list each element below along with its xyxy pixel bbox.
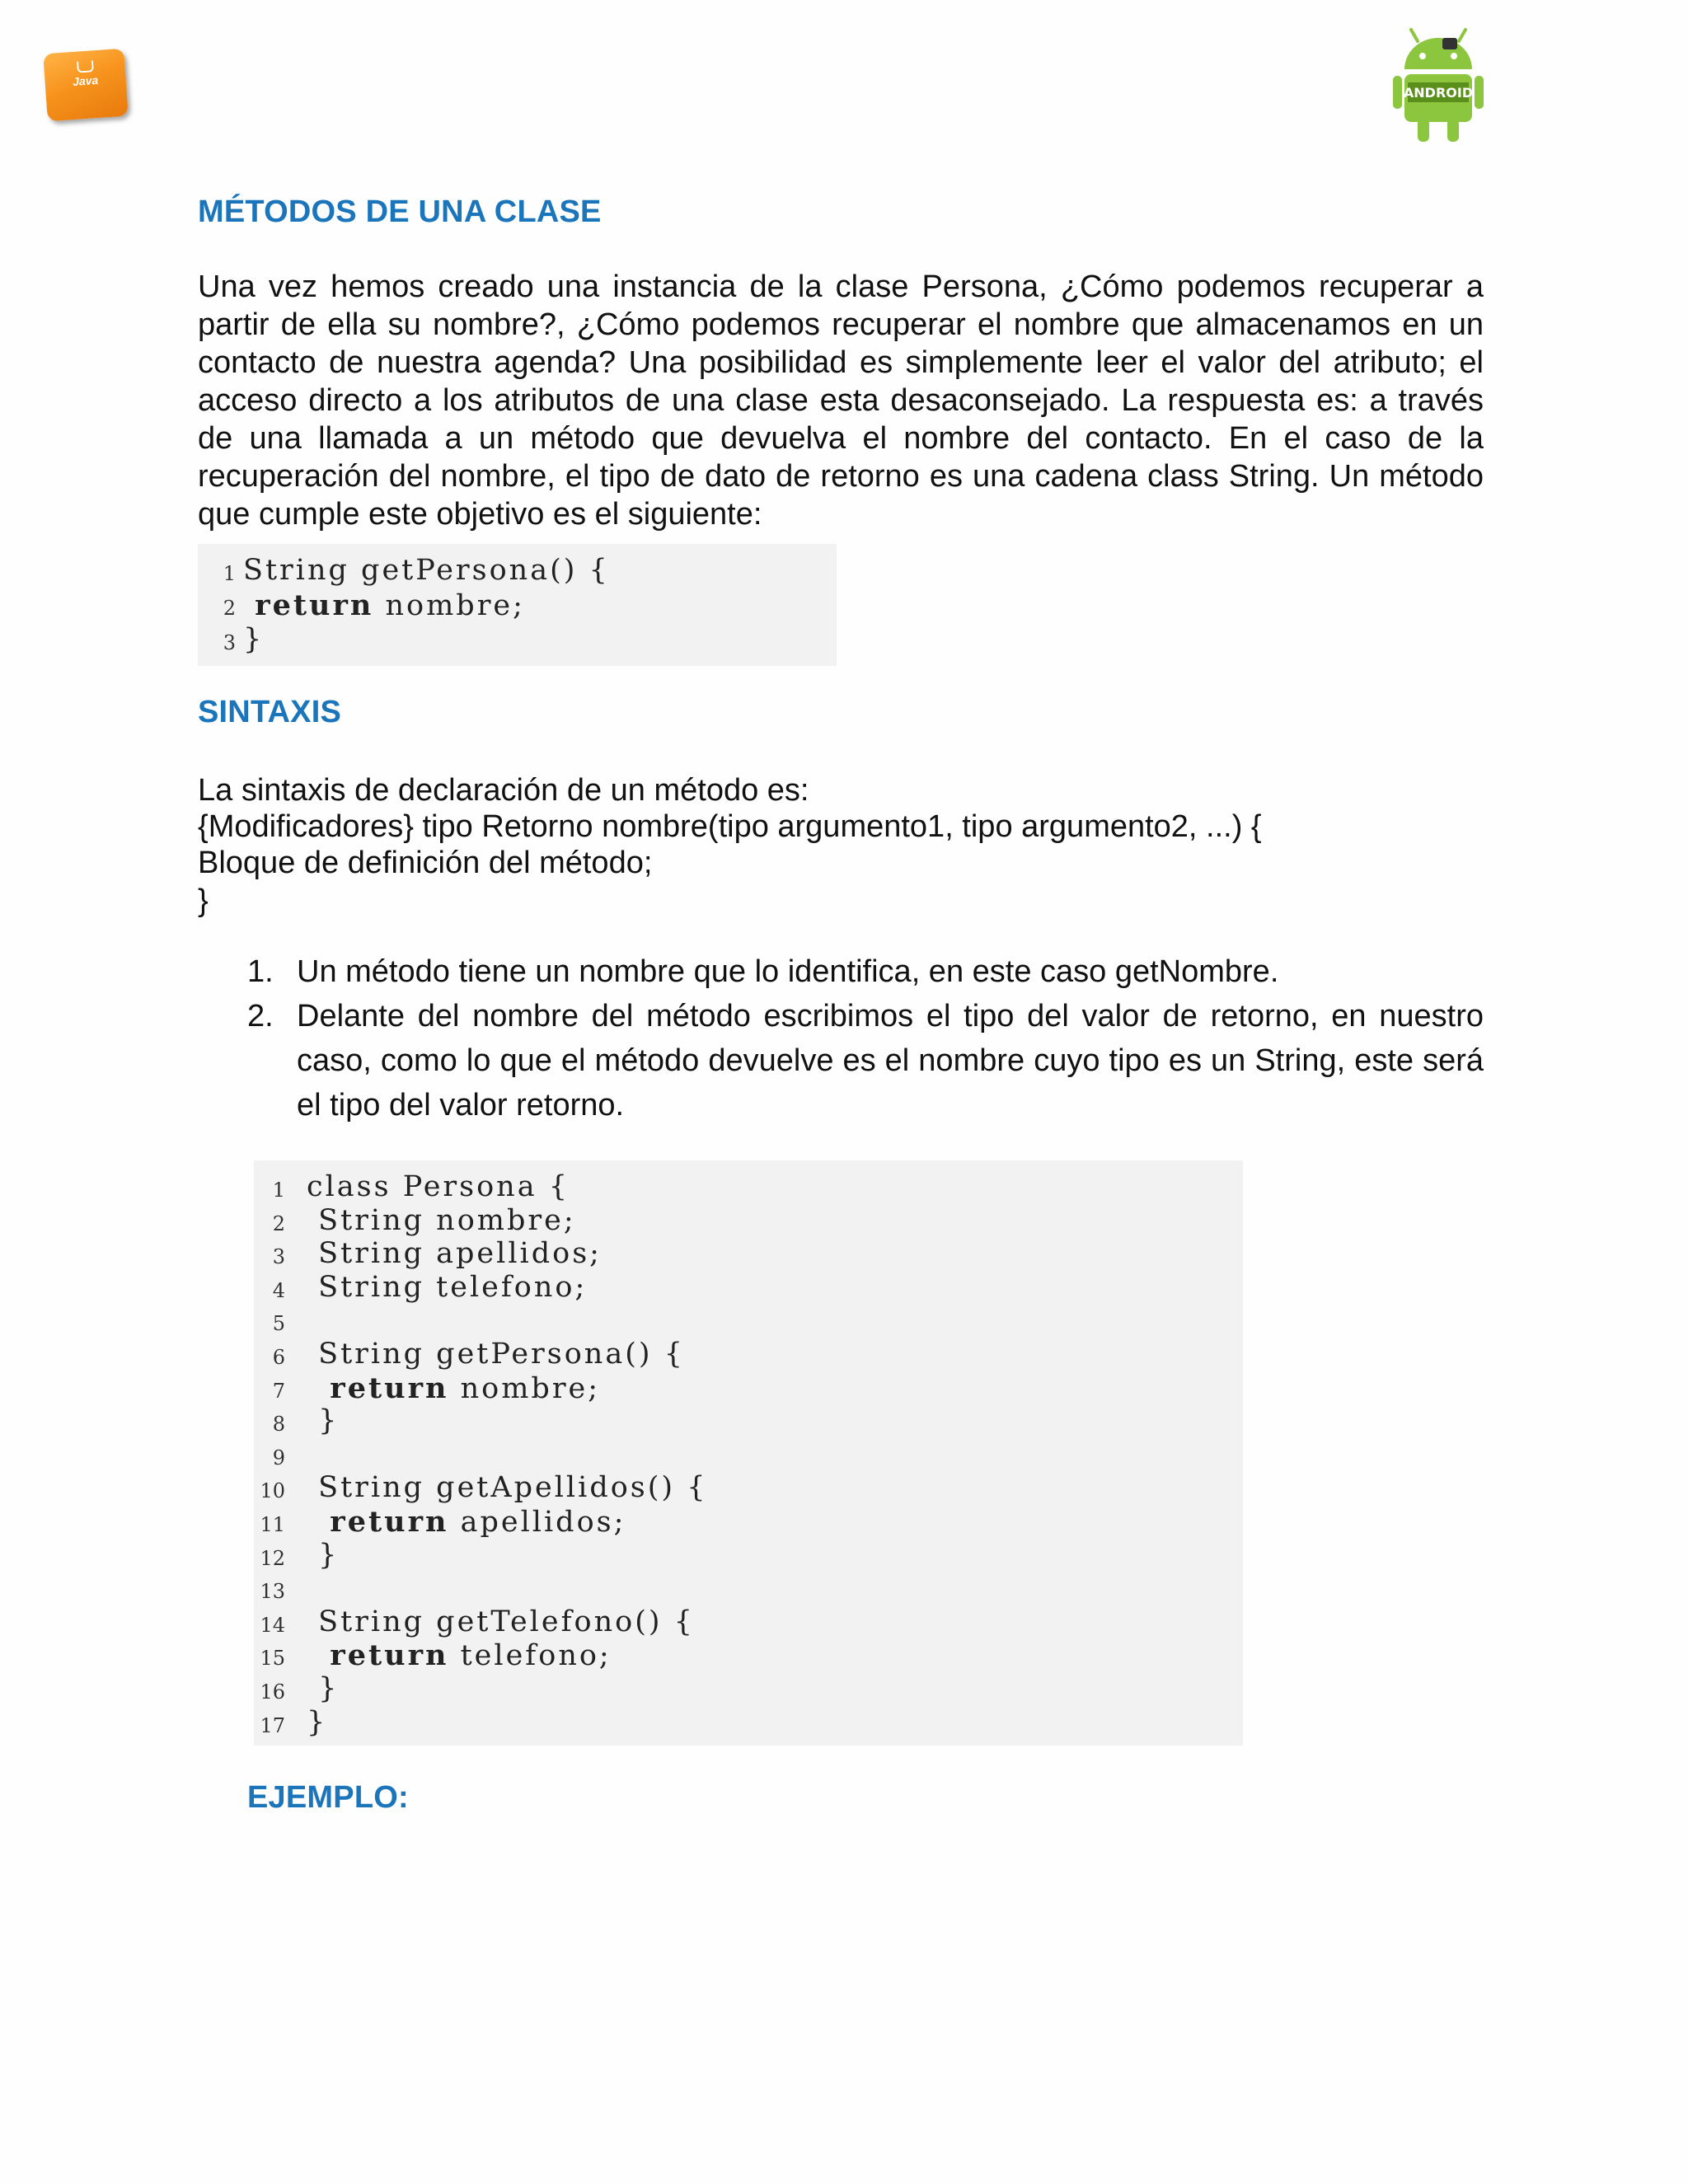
list-item [247, 949, 1484, 994]
line-number: 13 [260, 1580, 285, 1604]
code-text: } [307, 1705, 328, 1739]
code-line [254, 1170, 1243, 1204]
code-text: String getApellidos() { [307, 1471, 708, 1505]
list-item [247, 994, 1484, 1127]
java-logo-text: Java [72, 73, 99, 89]
code-line [254, 1605, 1243, 1639]
code-text: return telefono; [330, 1638, 612, 1673]
code-text: String getPersona() { [307, 1338, 685, 1371]
code-line [254, 1638, 1243, 1672]
code-block-getpersona [198, 544, 837, 666]
section-heading-metodos: MÉTODOS DE UNA CLASE [198, 194, 602, 229]
syntax-close-brace: } [198, 883, 209, 918]
line-number: 16 [260, 1680, 285, 1704]
code-line [254, 1505, 1243, 1539]
code-text: String telefono; [307, 1270, 588, 1304]
code-line [254, 1304, 1243, 1338]
code-text: } [243, 623, 265, 656]
line-number: 4 [272, 1278, 285, 1302]
list-item-text: Un método tiene un nombre que lo identifica, en este caso getNombre. [297, 954, 1279, 989]
code-line [254, 1237, 1243, 1271]
code-text: String getTelefono() { [307, 1605, 695, 1638]
list-item-number: 2. [247, 999, 274, 1033]
code-line [254, 1404, 1243, 1438]
line-number: 1 [272, 1179, 285, 1202]
syntax-signature-line: {Modificadores} tipo Retorno nombre(tipo argumento1, tipo argumento2, ...) { [198, 809, 1262, 844]
code-text: } [307, 1538, 340, 1572]
list-item-number: 1. [247, 954, 274, 989]
code-text: String apellidos; [307, 1237, 602, 1271]
code-line [254, 1371, 1243, 1405]
code-line [254, 1204, 1243, 1238]
intro-paragraph: Una vez hemos creado una instancia de la clase Persona, ¿Cómo podemos recuperar a partir de ella su nombre?, ¿Cómo podemos recuperar el nombre que almacenamos en un contacto de nuestra agenda? Una posibilidad es simplemente leer el valor del atributo; el acceso directo a los atributos de una clase esta desaconsejado. La respuesta es: a través de una llamada a un método que devuelva el nombre del contacto. En el caso de la recuperación del nombre, el tipo de dato de retorno es una cadena class String. Un método que cumple este objetivo es el siguiente: [198, 269, 1484, 532]
line-number: 17 [260, 1713, 285, 1737]
line-number: 7 [272, 1379, 285, 1403]
code-text: return apellidos; [330, 1505, 626, 1539]
line-number: 5 [272, 1312, 285, 1336]
line-number: 10 [260, 1479, 285, 1503]
code-text: } [307, 1404, 340, 1438]
syntax-body-line: Bloque de definición del método; [198, 846, 653, 880]
code-line [198, 554, 837, 588]
code-line [254, 1438, 1243, 1472]
section-heading-ejemplo: EJEMPLO: [247, 1780, 409, 1815]
syntax-notes-list [247, 949, 1484, 1127]
line-number: 12 [260, 1546, 285, 1570]
line-number: 1 [223, 562, 236, 585]
code-line [254, 1706, 1243, 1740]
line-number: 9 [272, 1446, 285, 1469]
coffee-cup-icon [77, 60, 94, 73]
code-text: return nombre; [255, 588, 525, 622]
line-number: 15 [260, 1647, 285, 1671]
line-number: 2 [223, 597, 236, 620]
line-number: 8 [272, 1413, 285, 1436]
code-text: class Persona { [307, 1170, 570, 1203]
code-line [254, 1672, 1243, 1706]
line-number: 3 [272, 1245, 285, 1269]
line-number: 11 [260, 1513, 285, 1536]
code-text: } [307, 1672, 340, 1705]
android-logo-text: ANDROID [1403, 85, 1474, 101]
code-block-persona-class [254, 1160, 1243, 1746]
code-text: return nombre; [330, 1371, 601, 1405]
code-text: String nombre; [307, 1203, 576, 1237]
android-logo [1393, 26, 1484, 143]
section-heading-sintaxis: SINTAXIS [198, 695, 342, 729]
code-line [254, 1271, 1243, 1305]
list-item-text: Delante del nombre del método escribimos el tipo del valor de retorno, en nuestro caso, como lo que el método devuelve es el nombre cuyo tipo es un String, este será el tipo del valor retorno. [297, 999, 1484, 1122]
code-line [198, 588, 837, 622]
code-line [254, 1539, 1243, 1572]
code-line [198, 623, 837, 657]
line-number: 14 [260, 1613, 285, 1637]
syntax-intro-line: La sintaxis de declaración de un método es: [198, 773, 809, 808]
code-line [254, 1471, 1243, 1505]
line-number: 6 [272, 1346, 285, 1369]
line-number: 3 [223, 631, 236, 654]
java-logo [43, 49, 128, 122]
code-line [254, 1338, 1243, 1371]
code-line [254, 1572, 1243, 1605]
code-text: String getPersona() { [243, 554, 610, 587]
line-number: 2 [272, 1212, 285, 1235]
